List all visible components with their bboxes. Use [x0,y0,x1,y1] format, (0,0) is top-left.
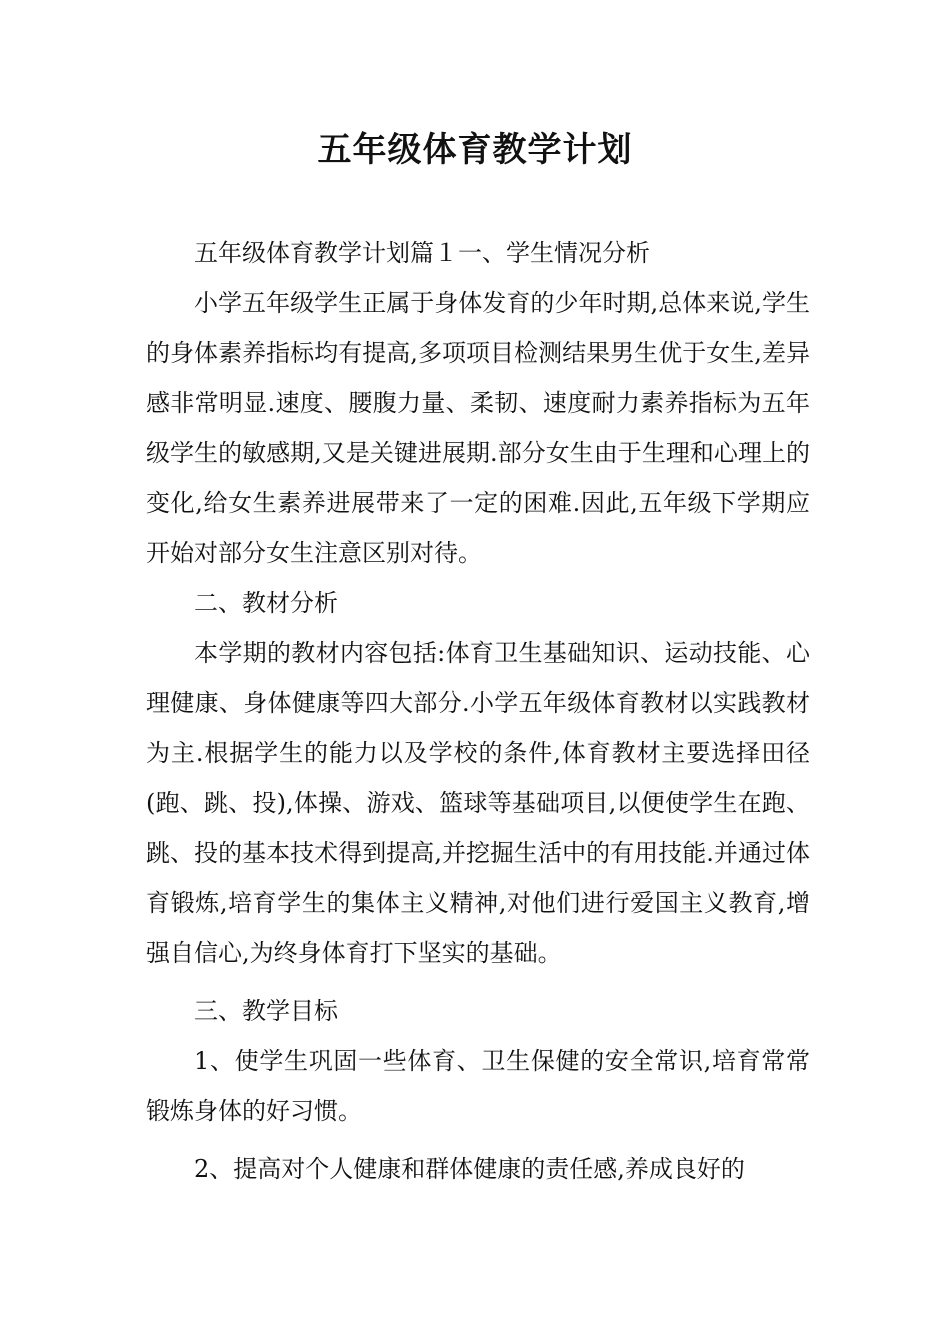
paragraph-goal-1: 1、使学生巩固一些体育、卫生保健的安全常识,培育常常锻炼身体的好习惯。 [146,1047,810,1125]
document-body [146,228,810,1194]
document-title: 五年级体育教学计划 [317,130,633,170]
paragraph-heading-student-analysis: 五年级体育教学计划篇１一、学生情况分析 [194,239,650,267]
paragraph-heading-material-analysis: 二、教材分析 [194,589,338,617]
paragraph-heading-teaching-goals: 三、教学目标 [194,997,338,1025]
paragraph-student-analysis: 小学五年级学生正属于身体发育的少年时期,总体来说,学生的身体素养指标均有提高,多项项目检测结果男生优于女生,差异感非常明显.速度、腰腹力量、柔韧、速度耐力素养指标为五年级学生的敏感期,又是关键进展期.部分女生由于生理和心理上的变化,给女生素养进展带来了一定的困难.因此,五年级下学期应开始对部分女生注意区别对待。 [146,289,810,567]
paragraph-goal-2: 2、提高对个人健康和群体健康的责任感,养成良好的 [194,1155,745,1183]
paragraph-material-analysis: 本学期的教材内容包括:体育卫生基础知识、运动技能、心理健康、身体健康等四大部分.小学五年级体育教材以实践教材为主.根据学生的能力以及学校的条件,体育教材主要选择田径(跑、跳、投),体操、游戏、篮球等基础项目,以便使学生在跑、跳、投的基本技术得到提高,并挖掘生活中的有用技能.并通过体育锻炼,培育学生的集体主义精神,对他们进行爱国主义教育,增强自信心,为终身体育打下坚实的基础。 [146,639,810,967]
